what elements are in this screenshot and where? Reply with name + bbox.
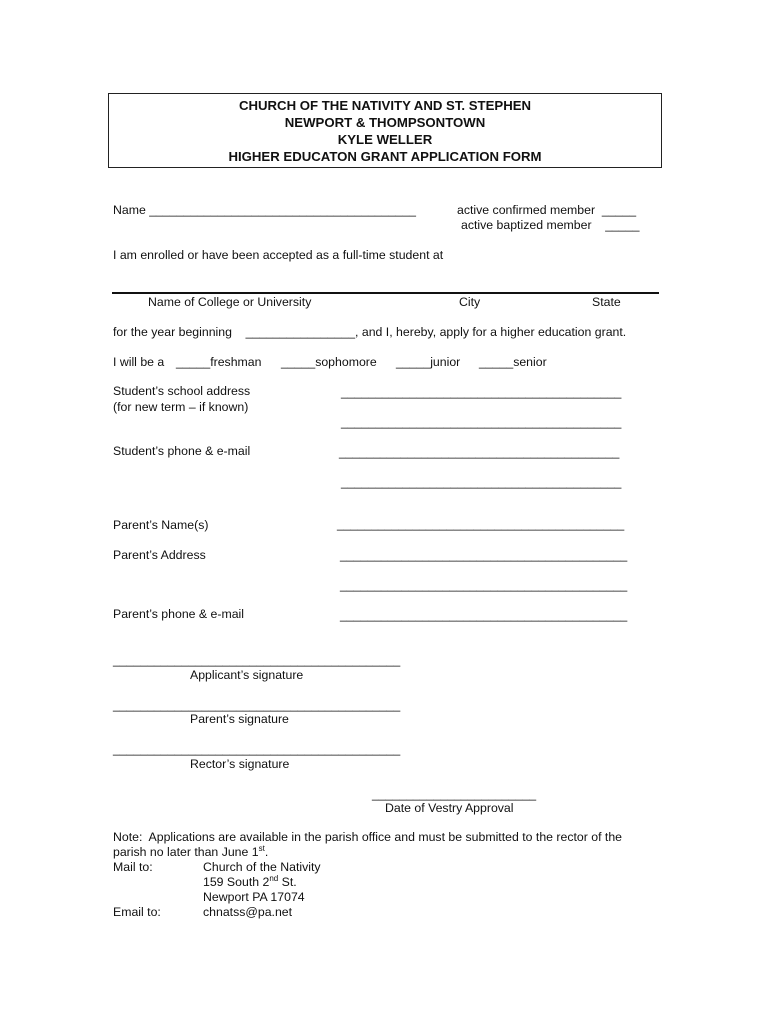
mail-address-city: Newport PA 17074 (203, 890, 305, 904)
rector-signature-line[interactable]: __________________________________________ (113, 742, 401, 756)
vestry-date-label: Date of Vestry Approval (385, 801, 514, 815)
school-address-label: Student’s school address (113, 384, 251, 398)
applicant-signature-label: Applicant’s signature (190, 668, 304, 682)
city-label: City (459, 295, 481, 309)
vestry-date-line[interactable]: ________________________ (372, 787, 537, 801)
school-address-line-2[interactable]: _________________________________________ (341, 415, 622, 429)
grade-label: I will be a (113, 355, 165, 369)
email-to-label: Email to: (113, 905, 161, 919)
rector-signature-label: Rector’s signature (190, 757, 290, 771)
school-address-line-1[interactable]: _________________________________________ (341, 385, 622, 399)
mail-to-label: Mail to: (113, 860, 153, 874)
form-title: HIGHER EDUCATON GRANT APPLICATION FORM (228, 149, 542, 164)
deadline-text: parish no later than June 1st. (113, 843, 269, 859)
year-beginning-field[interactable]: for the year beginning ________________, and I, hereby, apply for a higher education grant. (113, 325, 627, 339)
parent-phone-label: Parent’s phone & e-mail (113, 607, 245, 621)
grant-name: KYLE WELLER (337, 132, 433, 147)
student-phone-line-1[interactable]: _________________________________________ (339, 445, 620, 459)
parent-phone-line[interactable]: __________________________________________ (340, 608, 628, 622)
school-address-note: (for new term – if known) (113, 400, 249, 414)
note-text: Note: Applications are available in the parish office and must be submitted to the rector of the (113, 830, 623, 844)
freshman-option[interactable]: _____freshman (176, 355, 262, 369)
name-field[interactable]: Name _______________________________________ (113, 203, 416, 217)
mail-address-name: Church of the Nativity (203, 860, 321, 874)
parent-names-line[interactable]: __________________________________________ (337, 517, 625, 531)
enrolled-statement: I am enrolled or have been accepted as a full-time student at (113, 248, 444, 262)
senior-option[interactable]: _____senior (479, 355, 547, 369)
parent-names-label: Parent’s Name(s) (113, 518, 209, 532)
baptized-member-field[interactable]: active baptized member _____ (461, 218, 640, 232)
mail-address-street: 159 South 2nd St. (203, 873, 297, 889)
church-location: NEWPORT & THOMPSONTOWN (284, 115, 486, 130)
form-title-box (108, 93, 662, 168)
applicant-signature-line[interactable]: __________________________________________ (113, 653, 401, 667)
church-name: CHURCH OF THE NATIVITY AND ST. STEPHEN (238, 98, 532, 113)
parent-signature-line[interactable]: __________________________________________ (113, 698, 401, 712)
email-address: chnatss@pa.net (203, 905, 293, 919)
confirmed-member-field[interactable]: active confirmed member _____ (457, 203, 637, 217)
parent-signature-label: Parent’s signature (190, 712, 289, 726)
parent-address-line-1[interactable]: __________________________________________ (340, 548, 628, 562)
parent-address-line-2[interactable]: __________________________________________ (340, 578, 628, 592)
junior-option[interactable]: _____junior (396, 355, 461, 369)
state-label: State (592, 295, 621, 309)
parent-address-label: Parent’s Address (113, 548, 206, 562)
school-entry-line[interactable] (112, 292, 659, 294)
college-label: Name of College or University (148, 295, 312, 309)
sophomore-option[interactable]: _____sophomore (281, 355, 377, 369)
student-phone-label: Student’s phone & e-mail (113, 444, 251, 458)
student-phone-line-2[interactable]: _________________________________________ (341, 475, 622, 489)
